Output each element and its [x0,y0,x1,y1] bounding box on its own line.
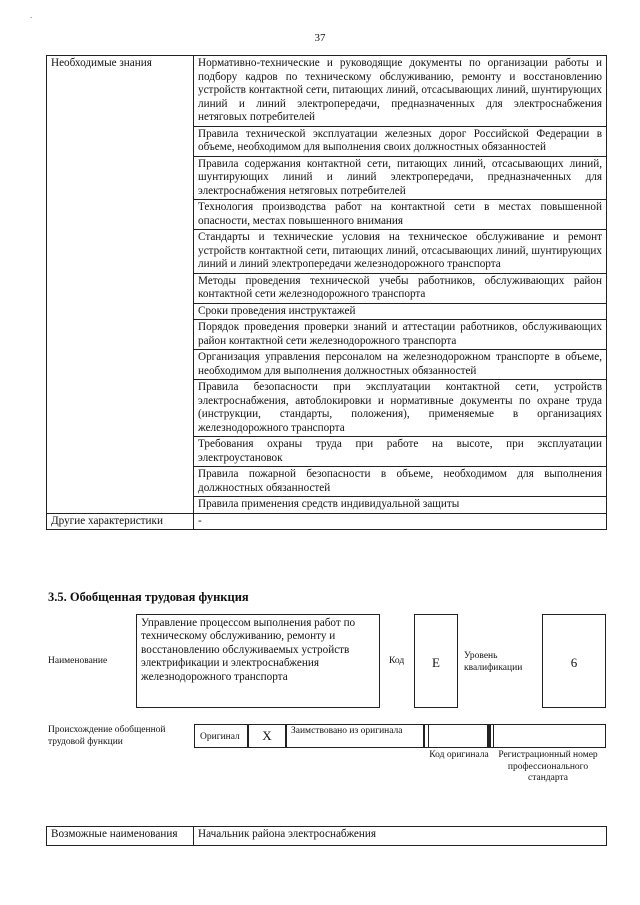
possible-names-label: Возможные наименования [47,827,194,846]
knowledge-item: Правила пожарной безопасности в объеме, необходимом для выполнения должностных обязанностей [194,467,607,497]
original-mark: X [248,724,286,748]
requirements-table [46,55,607,530]
code-label: Код [389,656,405,666]
code-original-cell [428,724,490,748]
possible-names-table [46,826,607,846]
table-row [47,513,607,530]
borrowed-cell [286,724,424,748]
other-characteristics-label: Другие характеристики [47,513,194,530]
code-original-caption: Код оригинала [429,750,489,760]
knowledge-label: Необходимые знания [47,56,194,514]
origin-label: Происхождение обобщенной трудовой функции [48,725,166,747]
reg-number-cell [490,724,606,748]
margin-mark: . [30,10,33,20]
knowledge-item: Методы проведения технической учебы работников, обслуживающих район контактной сети железнодорожного транспорта [194,273,607,303]
knowledge-item: Организация управления персоналом на железнодорожном транспорте в объеме, необходимом для выполнения должностных обязанностей [194,350,607,380]
original-cell [194,724,248,748]
knowledge-item: Требования охраны труда при работе на высоте, при эксплуатации электроустановок [194,437,607,467]
knowledge-item: Порядок проведения проверки знаний и аттестации работников, обслуживающих район контактной сети железнодорожного транспорта [194,320,607,350]
origin-row [194,724,606,748]
knowledge-item: Правила безопасности при эксплуатации контактной сети, устройств электроснабжения, автоблокировки и нормативные документы по охране труда (инструкции, стандарты, положения), применяемые в организациях железнодорожного транспорта [194,380,607,437]
function-name-box: Управление процессом выполнения работ по техническому обслуживанию, ремонту и восстановлению обслуживаемых устройств электрификации и электроснабжения железнодорожного транспорта [136,614,380,708]
knowledge-item: Сроки проведения инструктажей [194,303,607,320]
knowledge-item: Правила содержания контактной сети, питающих линий, отсасывающих линий, шунтирующих линий и линий электропередачи, предназначенных для электроснабжения нетяговых потребителей [194,156,607,200]
knowledge-item: Правила технической эксплуатации железных дорог Российской Федерации в объеме, необходимом для выполнения своих должностных обязанностей [194,126,607,156]
possible-names-value: Начальник района электроснабжения [194,827,607,846]
reg-number-caption: Регистрационный номер профессионального стандарта [498,750,598,783]
knowledge-item: Нормативно-технические и руководящие документы по организации работы и подбору кадров по техническому обслуживанию, ремонту и восстановлению устройств контактной сети, питающих линий, отсасывающих линий, шунтирующих линий и линий электропередачи, предназначенных для электроснабжения нетяговых потребителей [194,56,607,127]
table-row [47,56,607,127]
knowledge-item: Стандарты и технические условия на техническое обслуживание и ремонт устройств контактной сети, питающих линий, отсасывающих линий, шунтирующих линий и линий электропередачи железнодорожного транспорта [194,230,607,274]
borrowed-label: Заимствовано из оригинала [291,726,403,736]
level-value-box: 6 [542,614,606,708]
original-label: Оригинал [200,732,240,742]
page-number: 37 [314,32,326,44]
name-label: Наименование [48,656,108,666]
code-value-box: E [414,614,458,708]
knowledge-item: Технология производства работ на контактной сети в местах повышенной опасности, местах повышенного внимания [194,200,607,230]
level-label: Уровень квалификации [464,651,523,673]
section-heading: 3.5. Обобщенная трудовая функция [48,590,249,604]
other-characteristics-value: - [194,513,607,530]
knowledge-item: Правила применения средств индивидуальной защиты [194,497,607,514]
table-row [47,827,607,846]
